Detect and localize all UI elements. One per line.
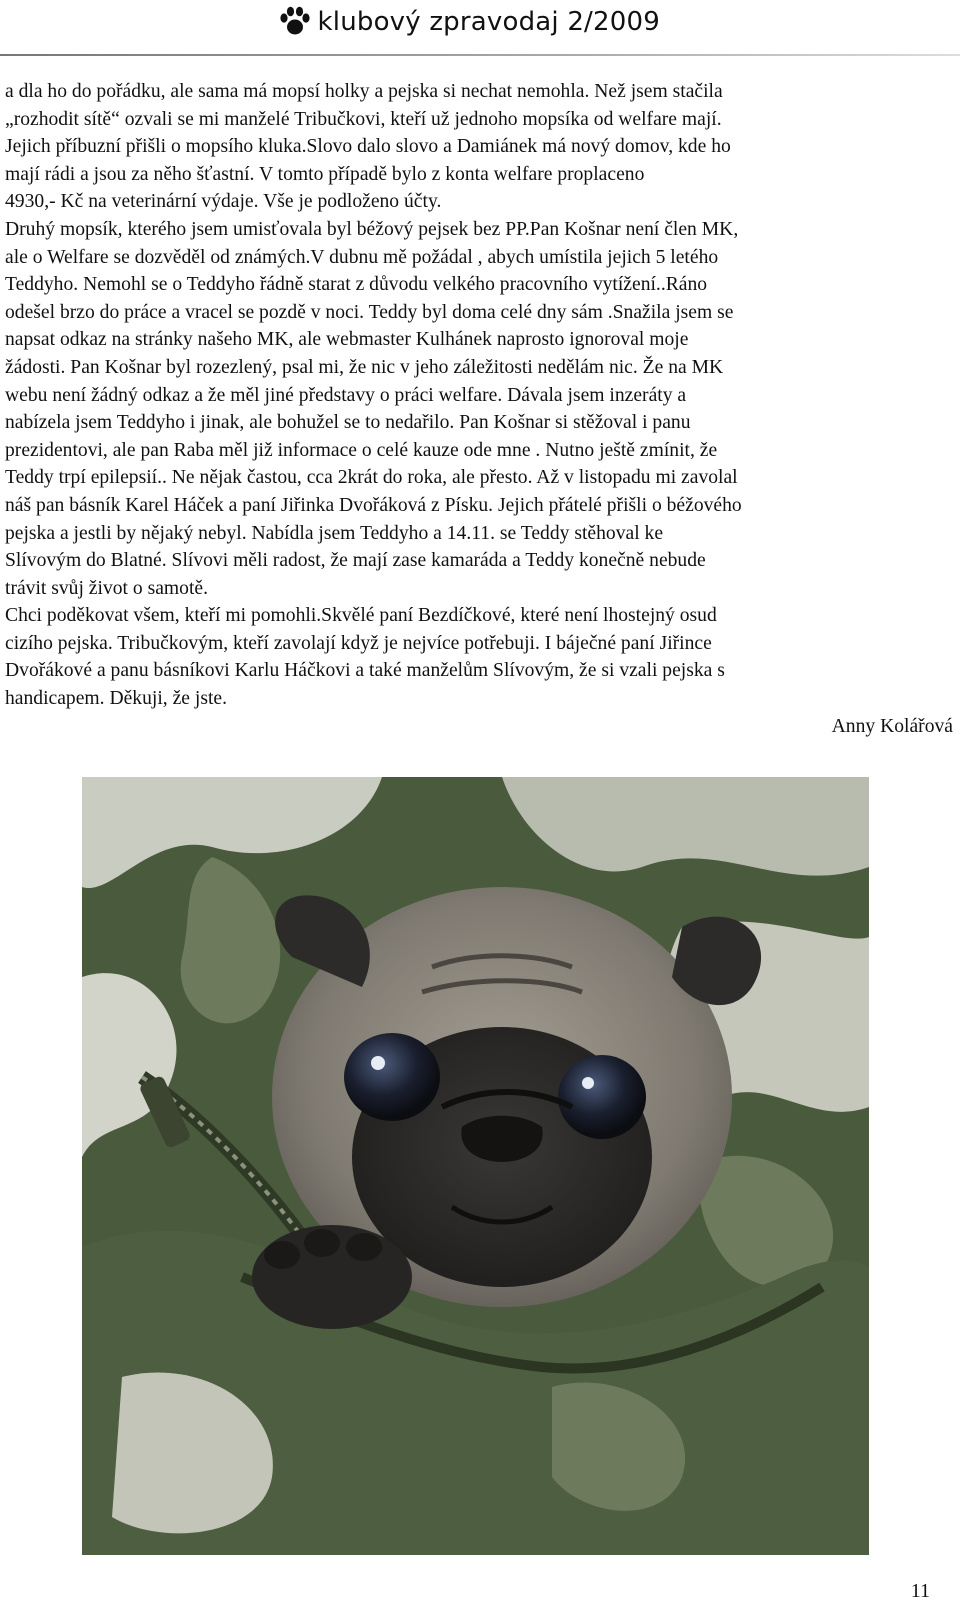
paw-toe	[346, 1233, 382, 1261]
text-line: ale o Welfare se dozvěděl od známých.V dubnu mě požádal , abych umístila jejich 5 letého	[5, 246, 719, 268]
paw-toe	[304, 1229, 340, 1257]
article-body	[5, 78, 953, 740]
paragraph-1	[5, 78, 953, 216]
page-header	[0, 4, 960, 46]
paragraph-3	[5, 602, 953, 712]
text-line: Jejich příbuzní přišli o mopsího kluka.Slovo dalo slovo a Damiánek má nový domov, kde ho	[5, 136, 731, 158]
paw-toe	[264, 1241, 300, 1269]
pug-eye-right	[558, 1055, 646, 1139]
header-title: klubový zpravodaj 2/2009	[317, 7, 660, 37]
text-line: webu není žádný odkaz a že měl jiné představy o práci welfare. Dávala jsem inzeráty a	[5, 384, 687, 406]
paw-print-icon	[278, 6, 312, 38]
text-line: Druhý mopsík, kterého jsem umisťovala byl béžový pejsek bez PP.Pan Košnar není člen MK,	[5, 218, 739, 240]
text-line: Chci poděkovat všem, kteří mi pomohli.Skvělé paní Bezdíčkové, které není lhostejný osud	[5, 605, 717, 627]
text-line: trávit svůj život o samotě.	[5, 577, 208, 599]
text-line: Slívovým do Blatné. Slívovi měli radost, že mají zase kamaráda a Teddy konečně nebude	[5, 550, 706, 572]
pug-photo	[82, 777, 869, 1555]
text-line: žádosti. Pan Košnar byl rozezlený, psal mi, že nic v jeho záležitosti nedělám nic. Že na MK	[5, 356, 724, 378]
author-signature: Anny Kolářová	[831, 715, 953, 737]
text-line: „rozhodit sítě“ ozvali se mi manželé Tribučkovi, kteří už jednoho mopsíka od welfare mají.	[5, 108, 722, 130]
text-line: 4930,- Kč na veterinární výdaje. Vše je podloženo účty.	[5, 191, 442, 213]
paragraph-2	[5, 216, 953, 602]
text-line: handicapem. Děkuji, že jste.	[5, 688, 227, 710]
text-line: Teddy trpí epilepsií.. Ne nějak častou, cca 2krát do roka, ale přesto. Až v listopadu mi zavolal	[5, 467, 738, 489]
text-line: odešel brzo do práce a vracel se pozdě v noci. Teddy byl doma celé dny sám .Snažila jsem se	[5, 301, 734, 323]
text-line: Dvořákové a panu básníkovi Karlu Háčkovi a také manželům Slívovým, že si vzali pejska s	[5, 660, 725, 682]
text-line: cizího pejska. Tribučkovým, kteří zavolají když je nejvíce potřebuji. I báječné paní Jiřince	[5, 632, 712, 654]
header-inner	[278, 6, 660, 38]
eye-highlight	[371, 1056, 385, 1070]
text-line: prezidentovi, ale pan Raba měl již informace o celé kauze ode mne . Nutno ještě zmínit, že	[5, 439, 718, 461]
text-line: mají rádi a jsou za něho šťastní. V tomto případě bylo z konta welfare proplaceno	[5, 163, 645, 185]
text-line: Teddyho. Nemohl se o Teddyho řádně starat z důvodu velkého pracovního vytížení..Ráno	[5, 274, 708, 296]
page-number: 11	[910, 1580, 930, 1602]
text-line: napsat odkaz na stránky našeho MK, ale webmaster Kulhánek naprosto ignoroval moje	[5, 329, 689, 351]
pug-illustration	[82, 777, 869, 1555]
header-rule	[0, 54, 960, 56]
pug-eye-left	[344, 1033, 440, 1121]
text-line: pejska a jestli by nějaký nebyl. Nabídla jsem Teddyho a 14.11. se Teddy stěhoval ke	[5, 522, 664, 544]
eye-highlight	[582, 1077, 594, 1089]
text-line: náš pan básník Karel Háček a paní Jiřinka Dvořáková z Písku. Jejich přátelé přišli o béžového	[5, 494, 742, 516]
text-line: nabízela jsem Teddyho i jinak, ale bohužel se to nedařilo. Pan Košnar si stěžoval i panu	[5, 412, 691, 434]
pug-ear-right	[672, 917, 761, 1005]
text-line: a dla ho do pořádku, ale sama má mopsí holky a pejska si nechat nemohla. Než jsem stačila	[5, 81, 723, 102]
